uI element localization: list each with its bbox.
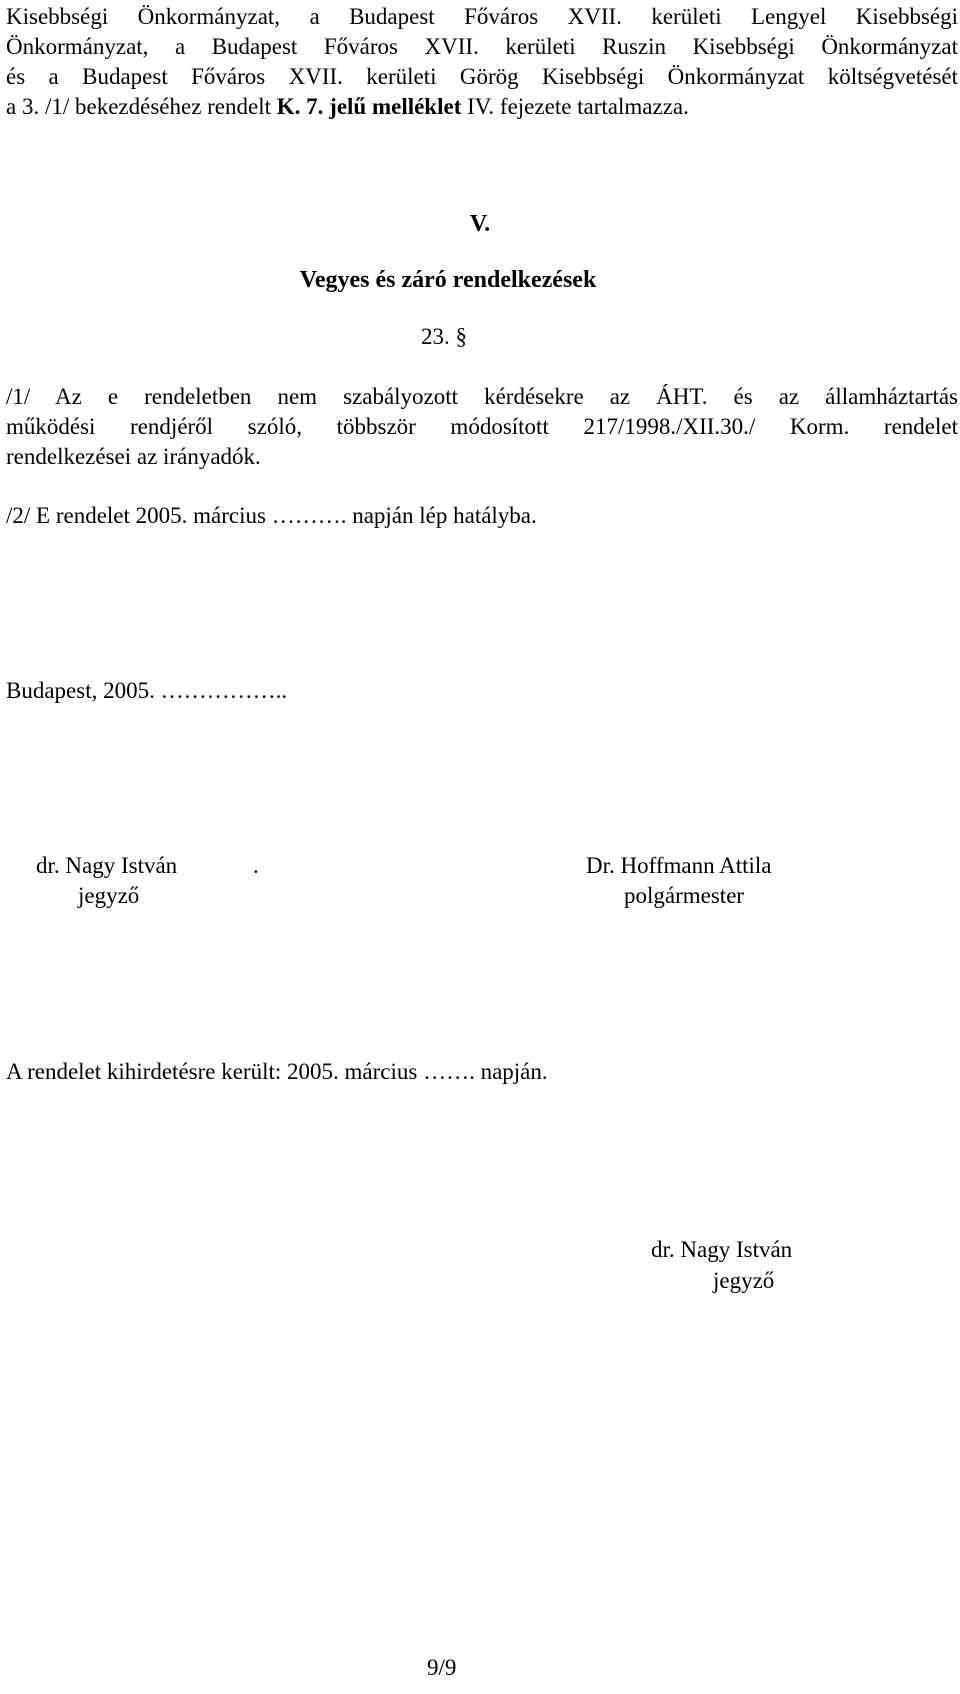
final-signature-title: jegyző [713,1268,775,1293]
chapter-title: Vegyes és záró rendelkezések [299,267,597,293]
paragraph-1 [6,382,958,472]
paragraph-1-line-1: /1/ Az e rendeletben nem szabályozott kérdésekre az ÁHT. és az államháztartás [6,384,958,409]
signature-right-name: Dr. Hoffmann Attila [586,853,772,878]
section-number-text: 23. [421,324,456,349]
chapter-number: V. [469,211,491,237]
page-number: 9/9 [427,1655,457,1680]
paragraph-1-line-3: rendelkezései az irányadók. [6,444,261,469]
promulgation-note: A rendelet kihirdetésre került: 2005. március ……. napján. [6,1059,548,1084]
intro-line-1: Kisebbségi Önkormányzat, a Budapest Főváros XVII. kerületi Lengyel Kisebbségi [6,4,958,29]
place-date: Budapest, 2005. …………….. [6,678,288,703]
signature-left-title: jegyző [78,883,140,908]
section-number [421,322,467,352]
intro-line-4-end: IV. fejezete tartalmazza. [461,94,689,119]
intro-line-3: és a Budapest Főváros XVII. kerületi Görög Kisebbségi Önkormányzat költségvetését [6,64,958,89]
paragraph-1-line-2: működési rendjéről szóló, többször módosított 217/1998./XII.30./ Korm. rendelet [6,414,958,439]
paragraph-2: /2/ E rendelet 2005. március ………. napján lép hatályba. [6,503,537,528]
intro-line-4 [6,92,689,122]
intro-line-2: Önkormányzat, a Budapest Főváros XVII. kerületi Ruszin Kisebbségi Önkormányzat [6,34,958,59]
signature-separator-dot: . [253,853,259,878]
final-signature-name: dr. Nagy István [651,1237,793,1262]
signature-left-name: dr. Nagy István [36,853,178,878]
intro-line-4-start: a 3. /1/ bekezdéséhez rendelt [6,94,277,119]
paragraph-sign-icon: § [455,324,467,349]
intro-annex-reference: K. 7. jelű melléklet [276,94,462,119]
signature-right-title: polgármester [624,883,745,908]
intro-paragraph [6,2,958,92]
